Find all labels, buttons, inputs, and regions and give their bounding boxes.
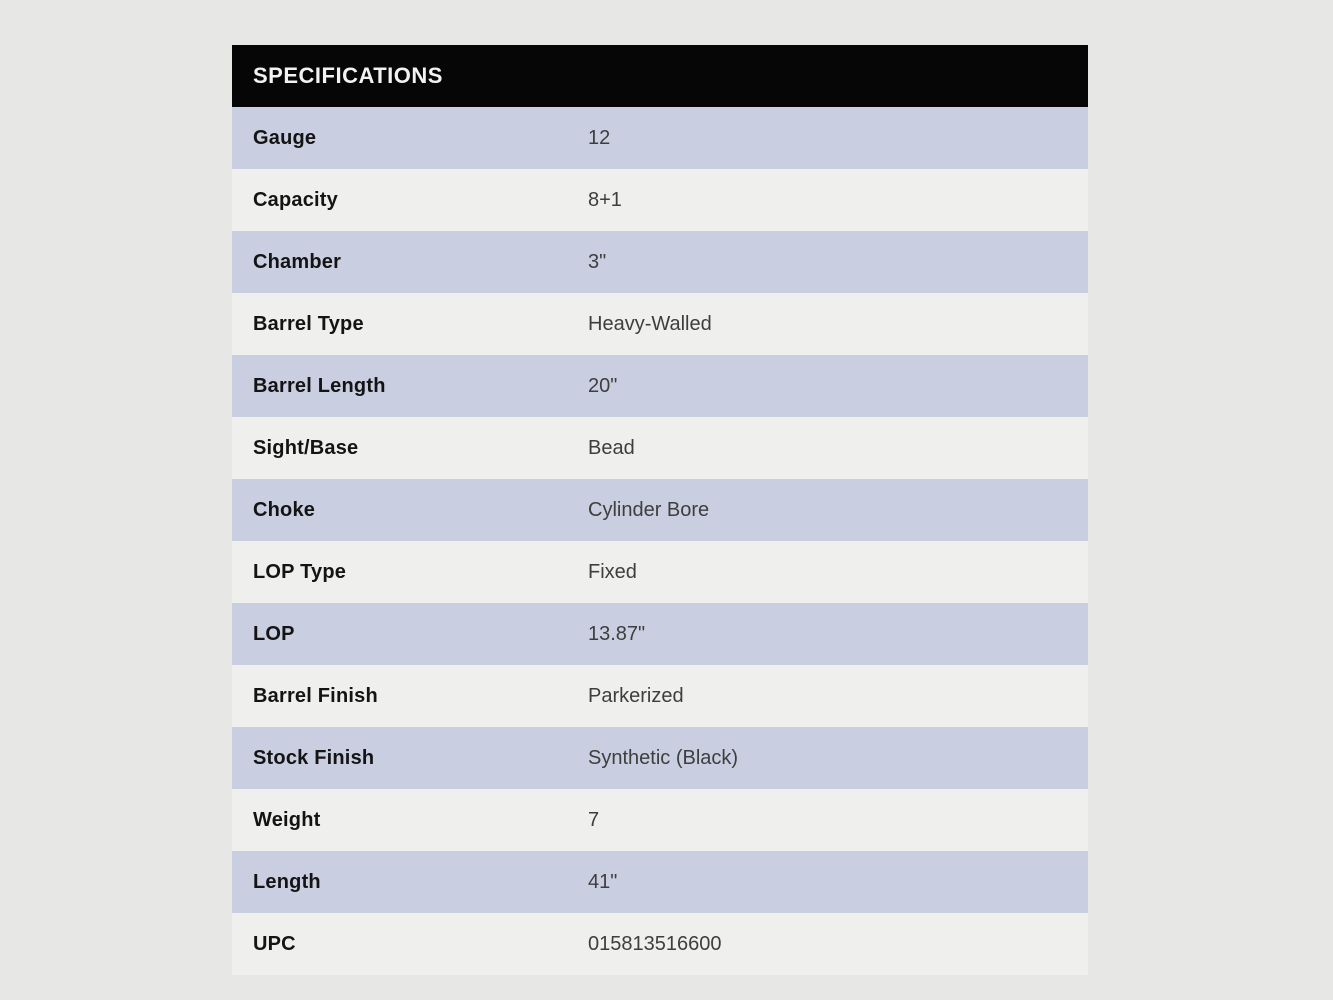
spec-row <box>232 479 1088 541</box>
spec-label: Barrel Length <box>253 374 386 397</box>
spec-value: 7 <box>588 808 600 831</box>
spec-row <box>232 107 1088 169</box>
spec-row <box>232 789 1088 851</box>
spec-value: Heavy-Walled <box>588 312 712 335</box>
spec-row <box>232 293 1088 355</box>
spec-row <box>232 169 1088 231</box>
spec-label: Capacity <box>253 188 338 211</box>
spec-row <box>232 665 1088 727</box>
spec-row <box>232 727 1088 789</box>
spec-label: Choke <box>253 498 316 521</box>
spec-label: Sight/Base <box>253 436 359 459</box>
spec-label: Stock Finish <box>253 746 375 769</box>
spec-value: 8+1 <box>588 188 622 211</box>
spec-value: 015813516600 <box>588 932 722 955</box>
specifications-header <box>232 45 1088 107</box>
spec-row <box>232 417 1088 479</box>
spec-label: Gauge <box>253 126 317 149</box>
spec-row <box>232 541 1088 603</box>
spec-value: Cylinder Bore <box>588 498 710 521</box>
specifications-title: SPECIFICATIONS <box>253 63 443 88</box>
spec-label: Chamber <box>253 250 342 273</box>
spec-value: Fixed <box>588 560 637 583</box>
spec-value: 41" <box>588 870 618 893</box>
spec-label: UPC <box>253 932 296 955</box>
spec-row <box>232 231 1088 293</box>
spec-value: 13.87" <box>588 622 646 645</box>
spec-label: Barrel Finish <box>253 684 378 707</box>
spec-value: Parkerized <box>588 684 684 707</box>
spec-row <box>232 851 1088 913</box>
spec-rows <box>232 107 1088 975</box>
spec-label: Weight <box>253 808 321 831</box>
spec-label: Length <box>253 870 321 893</box>
spec-value: 20" <box>588 374 618 397</box>
spec-row <box>232 355 1088 417</box>
spec-label: LOP Type <box>253 560 347 583</box>
spec-value: 3" <box>588 250 607 273</box>
spec-row <box>232 913 1088 975</box>
spec-value: Synthetic (Black) <box>588 746 739 769</box>
spec-value: 12 <box>588 126 611 149</box>
spec-value: Bead <box>588 436 635 459</box>
spec-label: Barrel Type <box>253 312 364 335</box>
specifications-table <box>232 45 1088 975</box>
spec-row <box>232 603 1088 665</box>
spec-label: LOP <box>253 622 295 645</box>
